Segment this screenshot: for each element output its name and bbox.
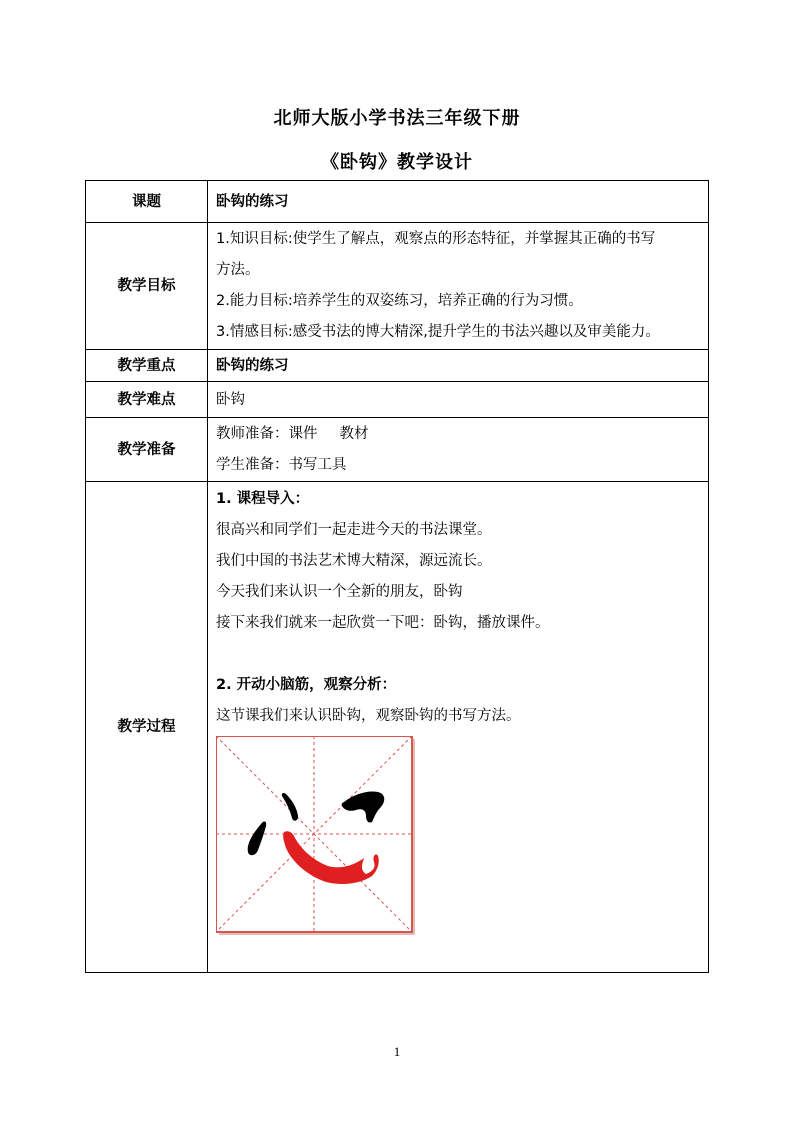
objectives-label: 教学目标: [86, 223, 208, 350]
section1-line: 今天我们来认识一个全新的朋友，卧钩: [216, 584, 463, 600]
row-objectives: [86, 223, 709, 350]
objective-line: 2.能力目标:培养学生的双姿练习，培养正确的行为习惯。: [216, 293, 583, 309]
difficulty-label: 教学难点: [86, 382, 208, 418]
key-point-label: 教学重点: [86, 350, 208, 382]
section1-line: 接下来我们就来一起欣赏一下吧：卧钩，播放课件。: [216, 615, 550, 631]
process-content: [208, 482, 709, 973]
difficulty-value: 卧钩: [208, 382, 709, 418]
topic-label: 课题: [86, 181, 208, 223]
key-point-value: 卧钩的练习: [208, 350, 709, 382]
objective-line: 3.情感目标:感受书法的博大精深,提升学生的书法兴趣以及审美能力。: [216, 324, 660, 340]
objective-line: 方法。: [216, 262, 260, 278]
section1-line: 很高兴和同学们一起走进今天的书法课堂。: [216, 522, 492, 538]
preparation-content: [208, 418, 709, 482]
section2-line: 这节课我们来认识卧钩，观察卧钩的书写方法。: [216, 708, 521, 724]
lesson-plan-table: [85, 180, 709, 973]
row-difficulty: [86, 382, 709, 418]
row-key-point: [86, 350, 709, 382]
topic-value: 卧钩的练习: [208, 181, 709, 223]
row-preparation: [86, 418, 709, 482]
calligraphy-figure: [216, 736, 416, 936]
document-title: 北师大版小学书法三年级下册: [273, 108, 521, 129]
section2-heading: 2. 开动小脑筋，观察分析：: [216, 677, 397, 693]
teacher-preparation-label: 教师准备：课件: [216, 425, 318, 442]
preparation-label: 教学准备: [86, 418, 208, 482]
section1-heading: 1. 课程导入：: [216, 491, 310, 507]
objective-line: 1.知识目标:使学生了解点，观察点的形态特征，并掌握其正确的书写: [216, 231, 656, 247]
process-label: 教学过程: [86, 482, 208, 973]
student-preparation: 学生准备：书写工具: [216, 456, 347, 473]
row-process: [86, 482, 709, 973]
page-number: 1: [393, 1044, 401, 1059]
teacher-preparation-item: 教材: [339, 425, 369, 442]
document-subtitle: 《卧钩》教学设计: [321, 152, 473, 173]
objectives-content: [208, 223, 709, 350]
section1-line: 我们中国的书法艺术博大精深，源远流长。: [216, 553, 492, 569]
row-topic: [86, 181, 709, 223]
rice-grid-illustration: [216, 736, 416, 936]
teacher-preparation: [216, 419, 700, 450]
